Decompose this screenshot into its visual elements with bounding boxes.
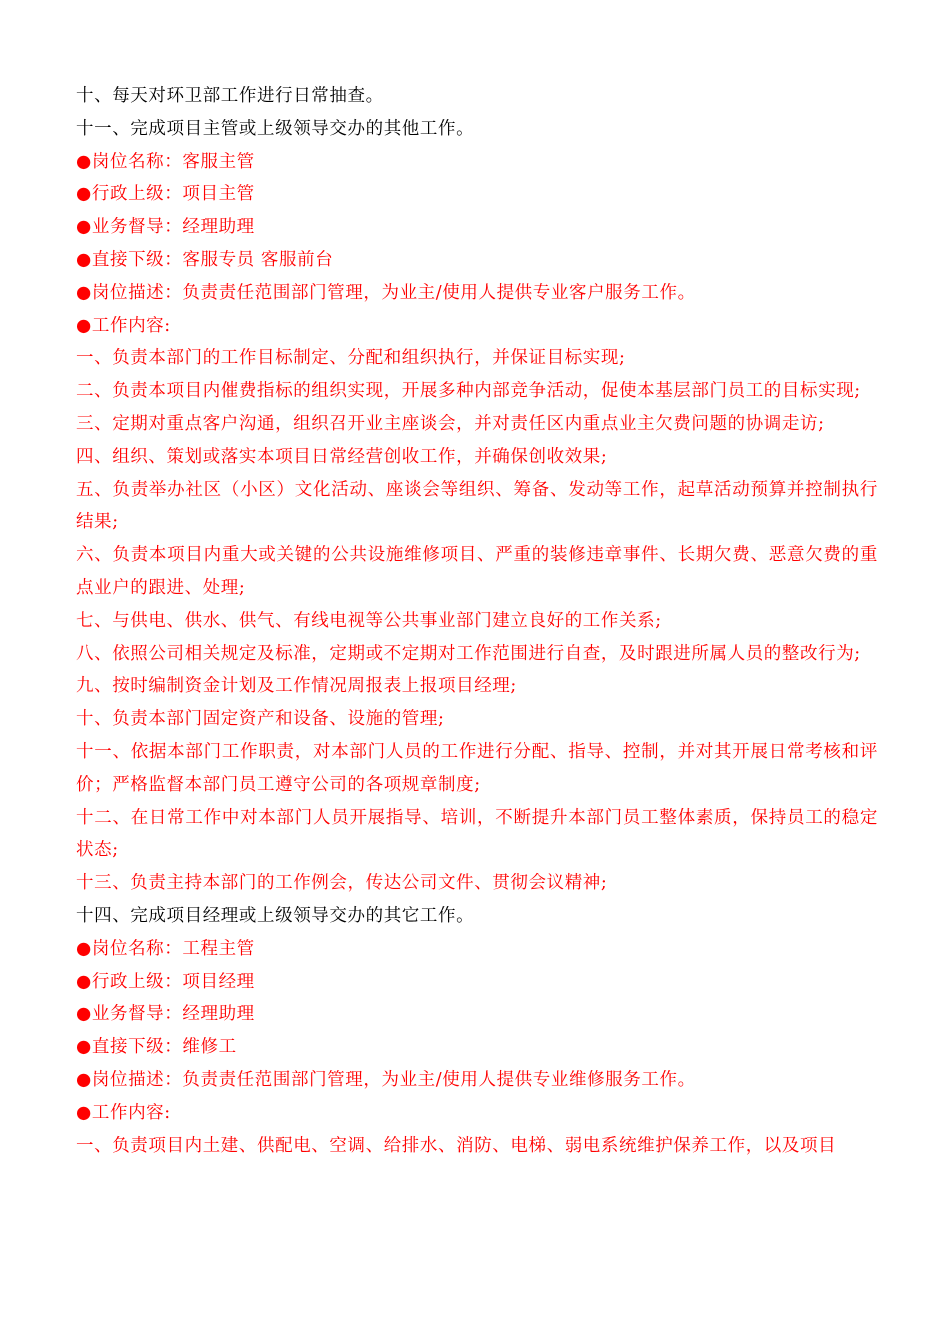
text-line	[76, 342, 878, 375]
line-text: 四、组织、策划或落实本项目日常经营创收工作，并确保创收效果;	[76, 446, 608, 467]
bullet-item	[76, 1064, 878, 1097]
line-text: 岗位描述：负责责任范围部门管理，为业主/使用人提供专业客户服务工作。	[91, 282, 696, 303]
line-text: 工作内容:	[91, 315, 171, 336]
line-text: 直接下级：客服专员 客服前台	[91, 249, 334, 270]
text-line	[76, 1130, 878, 1163]
line-text: 工作内容:	[91, 1102, 171, 1123]
bullet-dot-icon: ●	[76, 1004, 92, 1025]
line-text: 二、负责本项目内催费指标的组织实现，开展多种内部竞争活动，促使本基层部门员工的目标实现;	[76, 381, 861, 402]
line-text: 岗位描述：负责责任范围部门管理，为业主/使用人提供专业维修服务工作。	[91, 1069, 696, 1090]
line-text: 十二、在日常工作中对本部门人员开展指导、培训，不断提升本部门员工整体素质，保持员工的稳定状态;	[76, 807, 878, 861]
bullet-dot-icon: ●	[76, 971, 92, 992]
line-text: 一、负责本部门的工作目标制定、分配和组织执行，并保证目标实现;	[76, 348, 626, 369]
text-line	[76, 703, 878, 736]
bullet-item	[76, 178, 878, 211]
line-text: 一、负责项目内土建、供配电、空调、给排水、消防、电梯、弱电系统维护保养工作，以及项目	[76, 1135, 837, 1156]
bullet-dot-icon: ●	[76, 282, 92, 303]
text-line	[76, 408, 878, 441]
line-text: 十三、负责主持本部门的工作例会，传达公司文件、贯彻会议精神;	[76, 873, 608, 894]
bullet-dot-icon: ●	[76, 184, 92, 205]
text-line	[76, 867, 878, 900]
line-text: 十一、依据本部门工作职责，对本部门人员的工作进行分配、指导、控制，并对其开展日常考核和评价；严格监督本部门员工遵守公司的各项规章制度;	[76, 741, 878, 795]
line-text: 十、负责本部门固定资产和设备、设施的管理;	[76, 709, 445, 730]
line-text: 十一、完成项目主管或上级领导交办的其他工作。	[76, 118, 475, 139]
bullet-item	[76, 146, 878, 179]
line-text: 岗位名称：客服主管	[91, 151, 255, 172]
bullet-item	[76, 1097, 878, 1130]
line-text: 业务督导：经理助理	[91, 1004, 255, 1025]
text-line	[76, 375, 878, 408]
line-text: 九、按时编制资金计划及工作情况周报表上报项目经理;	[76, 676, 517, 697]
bullet-item	[76, 998, 878, 1031]
line-text: 岗位名称：工程主管	[91, 938, 255, 959]
text-line	[76, 802, 878, 868]
text-line	[76, 638, 878, 671]
bullet-dot-icon: ●	[76, 151, 92, 172]
line-text: 六、负责本项目内重大或关键的公共设施维修项目、严重的装修违章事件、长期欠费、恶意欠费的重点业户的跟进、处理;	[76, 545, 878, 598]
bullet-item	[76, 933, 878, 966]
text-line	[76, 441, 878, 474]
bullet-dot-icon: ●	[76, 1037, 92, 1058]
text-line	[76, 539, 878, 605]
bullet-dot-icon: ●	[76, 1102, 92, 1123]
line-text: 直接下级：维修工	[91, 1037, 237, 1058]
line-text: 五、负责举办社区（小区）文化活动、座谈会等组织、筹备、发动等工作，起草活动预算并控制执行结果;	[76, 479, 878, 533]
line-text: 十、每天对环卫部工作进行日常抽查。	[76, 86, 384, 106]
bullet-item	[76, 1031, 878, 1064]
text-line	[76, 80, 878, 113]
bullet-dot-icon: ●	[76, 217, 92, 238]
line-text: 三、定期对重点客户沟通，组织召开业主座谈会，并对责任区内重点业主欠费问题的协调走访;	[76, 413, 825, 434]
line-text: 行政上级：项目主管	[91, 184, 255, 205]
line-text: 八、依照公司相关规定及标准，定期或不定期对工作范围进行自查，及时跟进所属人员的整改行为;	[76, 643, 861, 664]
bullet-item	[76, 966, 878, 999]
document-body	[76, 80, 878, 1162]
bullet-item	[76, 310, 878, 343]
bullet-dot-icon: ●	[76, 1069, 92, 1090]
line-text: 七、与供电、供水、供气、有线电视等公共事业部门建立良好的工作关系;	[76, 610, 662, 631]
line-text: 行政上级：项目经理	[91, 971, 255, 992]
text-line	[76, 605, 878, 638]
text-line	[76, 736, 878, 802]
text-line	[76, 670, 878, 703]
bullet-dot-icon: ●	[76, 315, 92, 336]
line-text: 十四、完成项目经理或上级领导交办的其它工作。	[76, 905, 475, 926]
text-line	[76, 900, 878, 933]
bullet-dot-icon: ●	[76, 249, 92, 270]
line-text: 业务督导：经理助理	[91, 217, 255, 238]
text-line	[76, 113, 878, 146]
bullet-dot-icon: ●	[76, 938, 92, 959]
bullet-item	[76, 211, 878, 244]
bullet-item	[76, 244, 878, 277]
text-line	[76, 474, 878, 540]
bullet-item	[76, 277, 878, 310]
